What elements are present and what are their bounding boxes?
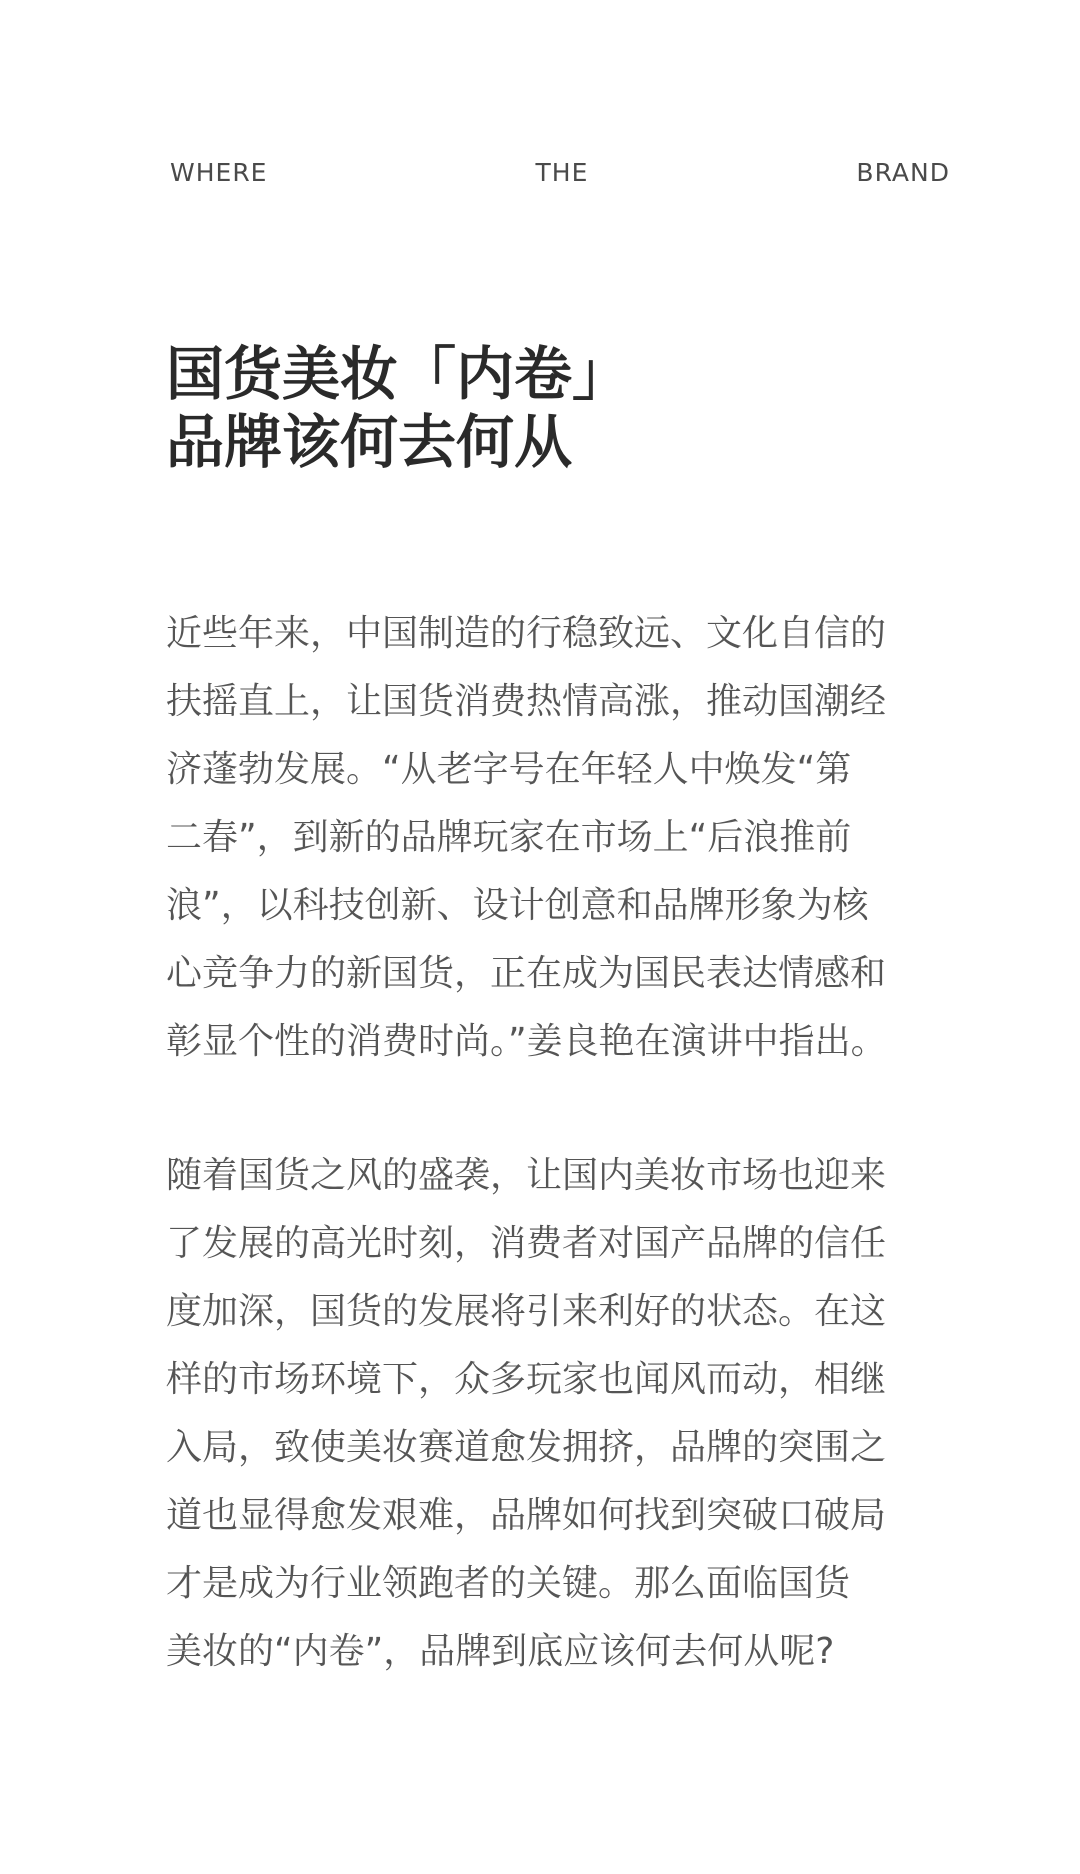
title-line-1: 国货美妆「内卷」 <box>166 340 631 408</box>
header-word-where: WHERE <box>170 157 268 187</box>
paragraph-2-line-2: 了发展的高光时刻，消费者对国产品牌的信任 <box>166 1223 887 1264</box>
paragraph-2-line-7: 才是成为行业领跑者的关键。那么面临国货 <box>166 1563 851 1604</box>
paragraph-2-line-8: 美妆的“内卷”，品牌到底应该何去何从呢? <box>166 1631 835 1672</box>
paragraph-2-line-3: 度加深，国货的发展将引来利好的状态。在这 <box>166 1291 887 1332</box>
paragraph-1-line-4: 二春”，到新的品牌玩家在市场上“后浪推前 <box>166 817 852 858</box>
header-word-brand: BRAND <box>856 157 950 187</box>
paragraph-1-line-6: 心竞争力的新国货，正在成为国民表达情感和 <box>166 953 887 994</box>
header-word-the: THE <box>535 157 589 187</box>
paragraph-1-line-7: 彰显个性的消费时尚。”姜良艳在演讲中指出。 <box>166 1021 887 1062</box>
paragraph-2-line-1: 随着国货之风的盛袭，让国内美妆市场也迎来 <box>166 1155 887 1196</box>
paragraph-1-line-1: 近些年来，中国制造的行稳致远、文化自信的 <box>166 613 887 654</box>
paragraph-2-line-4: 样的市场环境下，众多玩家也闻风而动，相继 <box>166 1359 887 1400</box>
paragraph-2-line-6: 道也显得愈发艰难，品牌如何找到突破口破局 <box>166 1495 887 1536</box>
paragraph-2-line-5: 入局，致使美妆赛道愈发拥挤，品牌的突围之 <box>166 1427 887 1468</box>
paragraph-1 <box>166 600 966 1076</box>
header-tagline <box>170 152 950 192</box>
paragraph-1-line-5: 浪”，以科技创新、设计创意和品牌形象为核 <box>166 885 869 926</box>
paragraph-2 <box>166 1142 966 1686</box>
title-line-2: 品牌该何去何从 <box>166 408 573 476</box>
paragraph-1-line-2: 扶摇直上，让国货消费热情高涨，推动国潮经 <box>166 681 887 722</box>
paragraph-1-line-3: 济蓬勃发展。“从老字号在年轻人中焕发“第 <box>166 749 852 790</box>
article-title <box>166 340 966 476</box>
